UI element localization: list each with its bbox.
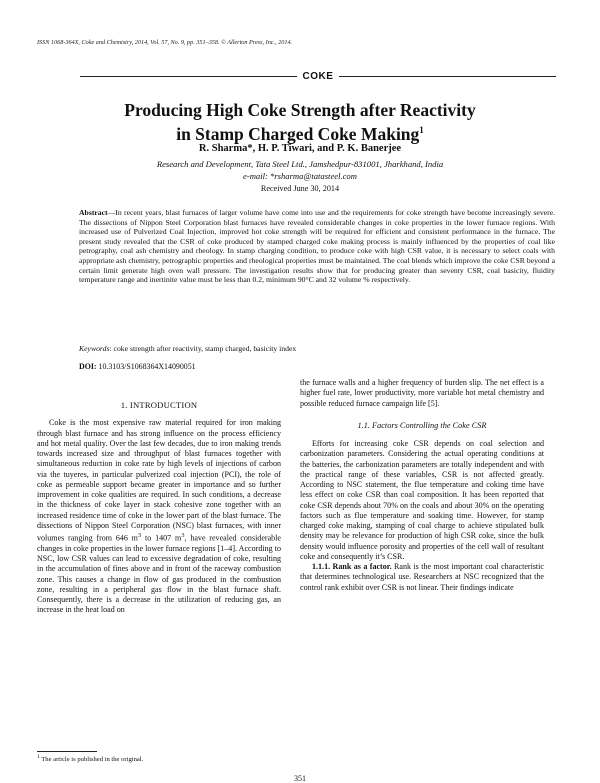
title-footnote-mark: 1	[419, 125, 424, 135]
rank-text: Rank is the most important coal characteristic that determines technological use. Researchers at NSC recognized that the control rank exhibit over CSR is not linear. Their findings indicate	[300, 562, 544, 592]
section-header	[80, 71, 556, 82]
keywords	[79, 344, 555, 353]
authors: R. Sharma*, H. P. Tiwari, and P. K. Banerjee	[198, 143, 402, 154]
intro-text-3: , have revealed considerable changes in coke properties in the lower furnace regions [1–4]. According to NSC, low CSR values can lead to excessive degradation of coke, resulting in the accumulation of fines above and in front of the raceway combustion zone. This causes a change in flow of gas produced in the combustion zone, resulting in a peripheral gas flow in the blast furnace shaft. Consequently, there is a decrease in the utilization of reducing gas, an increase in the heat load on	[37, 533, 281, 615]
section-rule-left	[80, 76, 297, 77]
footnote-mark: 1	[37, 754, 40, 760]
keywords-text: : coke strength after reactivity, stamp charged, basicity index	[109, 344, 297, 353]
intro-paragraph	[37, 418, 281, 615]
title-line-2	[60, 120, 540, 144]
factors-paragraph: Efforts for increasing coke CSR depends on coal selection and carbonization parameters. Considering the actual operating conditions at the batteries, the carbonization parameters are totally independent and with the practical range of these variables, CSR is not affected greatly. According to NSC statement, the flue temperature and coking time have less effect on coke CSR than coal composition. It has been reported that coke CSR depends about 70% on the coals and about 30% on the operating factors such as flue temperature and soaking time. However, for stamp charged coke making, stamping of coal charge to achieve stipulated bulk density may be relevance for production of high CSR coke, since the bulk density would influence porosity and properties of the cell wall of resultant coke and consequently it’s CSR.	[300, 439, 544, 561]
rank-paragraph	[300, 562, 544, 593]
title-line-2-text: in Stamp Charged Coke Making	[176, 123, 420, 144]
introduction-heading: 1. INTRODUCTION	[120, 400, 198, 410]
abstract	[79, 208, 555, 285]
footnote-divider	[37, 751, 97, 752]
rank-label: 1.1.1. Rank as a factor.	[312, 562, 392, 571]
intro-text-2: to 1407 m	[141, 533, 182, 543]
page-number: 351	[294, 774, 306, 783]
abstract-text: —In recent years, blast furnaces of larger volume have come into use and the requirements for coke strength have become increasingly severe. The dissections of Nippon Steel Corporation blast furnaces have revealed considerable changes in coke properties in the lower furnace regions. With increased use of Pulverized Coal Injection, improved hot coke strength will be required for efficient and consistent performance in the furnace. The present study revealed that the CSR of coke produced by stamped charged coke making process is mainly influenced by the properties of coal like petrography, coal ash chemistry and rheology. In stamp charging condition, to produce coke with high CSR value, it is necessary to select coals with appropriate ash chemistry, petrographic properties and rheological properties must be maintained. The coal blends which improve the coke CSR beyond a certain limit generate high oven wall pressure. The investigation results show that for producing greater than seventy CSR, coal basicity, fluidity temperature range and inertinite value must be less than 0.2, minimum 90°C and 32 volume % respectively.	[79, 208, 555, 285]
abstract-label: Abstract	[79, 208, 108, 217]
doi-label: DOI:	[79, 362, 97, 371]
superscript: 3	[181, 532, 185, 539]
keywords-label: Keywords	[79, 344, 110, 353]
affiliation: Research and Development, Tata Steel Ltd., Jamshedpur-831001, Jharkhand, India	[156, 159, 444, 169]
left-column	[37, 380, 281, 616]
section-rule-right	[339, 76, 556, 77]
journal-citation-line: ISSN 1068-364X, Coke and Chemistry, 2014, Vol. 57, No. 9, pp. 351–358. © Allerton Press, Inc., 2014.	[37, 39, 293, 46]
continued-paragraph: the furnace walls and a higher frequency of burden slip. The net effect is a higher fuel rate, lower productivity, more variable hot metal chemistry and possible reduced furnace campaign life [5].	[300, 378, 544, 408]
subsection-heading: 1.1. Factors Controlling the Coke CSR	[357, 420, 487, 430]
title-line-1: Producing High Coke Strength after Reactivity	[124, 100, 476, 120]
superscript: 3	[137, 532, 142, 539]
affiliation-block	[60, 158, 540, 182]
doi	[79, 362, 555, 371]
received-date: Received June 30, 2014	[260, 184, 340, 193]
article-title	[60, 100, 540, 144]
section-label: COKE	[302, 71, 334, 82]
footnote-text: The article is published in the original.	[39, 756, 144, 764]
right-column	[300, 378, 544, 593]
intro-text-1: Coke is the most expensive raw material required for iron making through blast furnace and has strong influence on the process efficiency and hot metal quality. Over the last few decades, due to iron making trends towards increased size and throughput of blast furnaces together with simultaneous reduction in coke rate by high levels of injections of carbon via the tuyeres, in particular pulverized coal injection (PCI), the role of coke as permeable support became greater in importance and so further improvement in coke qualities are required. In such conditions, a decrease in the thickness of coke layer in stack cohesive zone together with an increased residence time of coke in the lower part of the blast furnace. The dissections of Nippon Steel Corporation (NSC) blast furnaces, with inner volumes ranging from 646 m	[37, 418, 281, 543]
footnote	[37, 754, 281, 763]
doi-value[interactable]: 10.3103/S1068364X14090051	[96, 362, 196, 371]
email: e-mail: *rsharma@tatasteel.com	[243, 171, 357, 181]
